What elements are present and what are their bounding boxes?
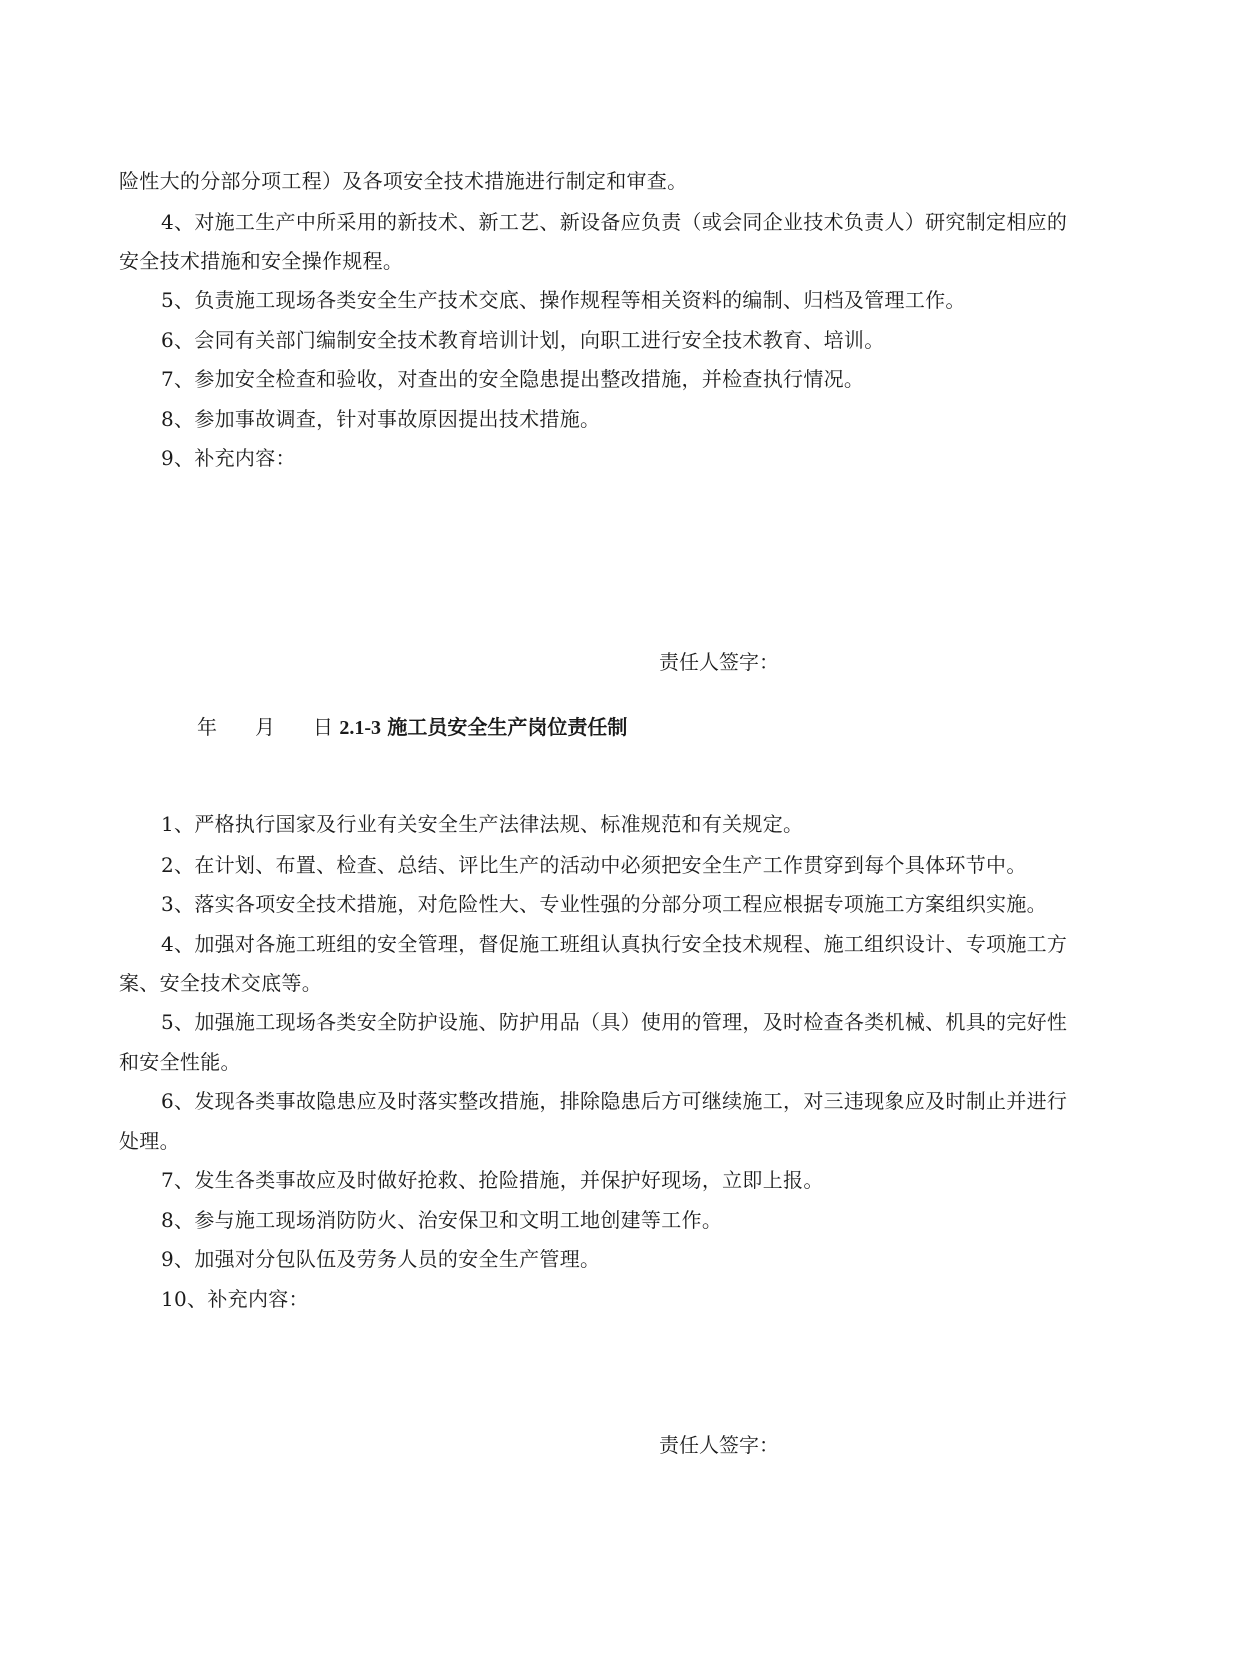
paragraph-item-5: 5、加强施工现场各类安全防护设施、防护用品（具）使用的管理，及时检查各类机械、机具的完好性	[161, 1010, 1068, 1034]
paragraph-line: 处理。	[119, 1129, 180, 1153]
paragraph-item-3: 3、落实各项安全技术措施，对危险性大、专业性强的分部分项工程应根据专项施工方案组织实施。	[161, 892, 1047, 916]
paragraph-item-7: 7、参加安全检查和验收，对查出的安全隐患提出整改措施，并检查执行情况。	[161, 367, 865, 391]
paragraph-item-1: 1、严格执行国家及行业有关安全生产法律法规、标准规范和有关规定。	[161, 812, 804, 836]
paragraph-line: 和安全性能。	[119, 1050, 241, 1074]
paragraph-item-6: 6、会同有关部门编制安全技术教育培训计划，向职工进行安全技术教育、培训。	[161, 328, 885, 352]
date-and-section-heading	[197, 715, 627, 740]
date-day-label: 日	[313, 715, 333, 739]
date-month-label: 月	[255, 715, 275, 739]
paragraph-item-8: 8、参与施工现场消防防火、治安保卫和文明工地创建等工作。	[161, 1208, 723, 1232]
paragraph-item-2: 2、在计划、布置、检查、总结、评比生产的活动中必须把安全生产工作贯穿到每个具体环节中。	[161, 853, 1027, 877]
paragraph-item-7: 7、发生各类事故应及时做好抢救、抢险措施，并保护好现场，立即上报。	[161, 1168, 824, 1192]
paragraph-item-4: 4、对施工生产中所采用的新技术、新工艺、新设备应负责（或会同企业技术负责人）研究制定相应的	[161, 210, 1068, 234]
signature-label: 责任人签字：	[659, 650, 779, 674]
paragraph-line: 险性大的分部分项工程）及各项安全技术措施进行制定和审查。	[119, 169, 688, 193]
date-year-label: 年	[197, 715, 217, 739]
paragraph-item-9: 9、补充内容：	[161, 446, 296, 470]
paragraph-item-9: 9、加强对分包队伍及劳务人员的安全生产管理。	[161, 1247, 601, 1271]
section-number: 2.1-3	[339, 717, 382, 739]
paragraph-item-5: 5、负责施工现场各类安全生产技术交底、操作规程等相关资料的编制、归档及管理工作。	[161, 288, 966, 312]
signature-label: 责任人签字：	[659, 1433, 779, 1457]
paragraph-line: 案、安全技术交底等。	[119, 971, 322, 995]
paragraph-item-8: 8、参加事故调查，针对事故原因提出技术措施。	[161, 407, 601, 431]
paragraph-item-6: 6、发现各类事故隐患应及时落实整改措施，排除隐患后方可继续施工，对三违现象应及时制止并进行	[161, 1089, 1068, 1113]
paragraph-line: 安全技术措施和安全操作规程。	[119, 249, 404, 273]
paragraph-item-10: 10、补充内容：	[161, 1287, 309, 1311]
section-title: 施工员安全生产岗位责任制	[387, 715, 628, 739]
paragraph-item-4: 4、加强对各施工班组的安全管理，督促施工班组认真执行安全技术规程、施工组织设计、专项施工方	[161, 932, 1068, 956]
